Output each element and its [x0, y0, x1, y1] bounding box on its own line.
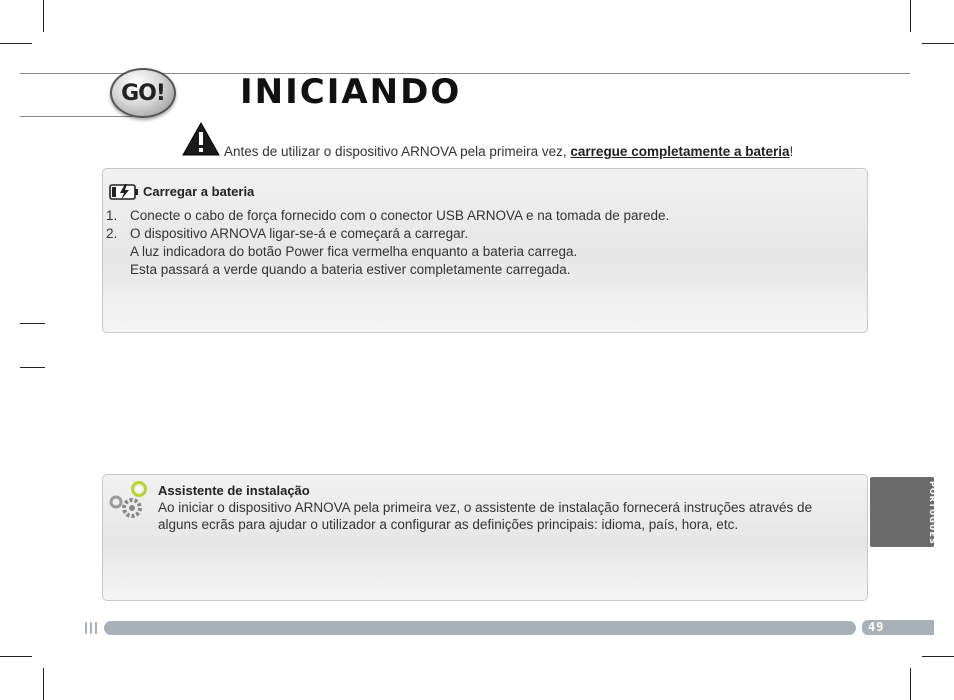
header-rule-bottom: [20, 116, 140, 117]
warning-text: [224, 144, 793, 159]
step-item: [106, 225, 669, 279]
side-mark: [20, 367, 45, 368]
step-line: Conecte o cabo de força fornecido com o conector USB ARNOVA e na tomada de parede.: [130, 208, 670, 223]
crop-mark: [922, 43, 954, 44]
warning-text-before: Antes de utilizar o dispositivo ARNOVA pela primeira vez,: [224, 144, 571, 159]
badge-text: GO!: [121, 80, 165, 106]
setup-heading: Assistente de instalação: [158, 483, 310, 498]
charging-steps: [106, 207, 669, 279]
language-label: PORTUGUÊS: [928, 481, 937, 545]
step-line: O dispositivo ARNOVA ligar-se-á e começará a carregar.: [130, 226, 469, 241]
page-number: 49: [868, 620, 885, 634]
side-mark: [20, 323, 45, 324]
charging-heading: Carregar a bateria: [143, 184, 255, 199]
footer-bars-icon: [84, 620, 102, 636]
gears-icon: [108, 480, 150, 524]
warning-highlight: carregue completamente a bateria: [570, 144, 790, 159]
page-title: INICIANDO: [240, 72, 462, 112]
go-badge: [110, 68, 176, 118]
crop-mark: [922, 656, 954, 657]
crop-mark: [0, 656, 32, 657]
crop-mark: [910, 0, 911, 32]
warning-triangle-icon: [181, 121, 221, 157]
language-tab: [870, 477, 937, 547]
crop-mark: [910, 668, 911, 700]
battery-charging-icon: [109, 183, 139, 201]
setup-body: Ao iniciar o dispositivo ARNOVA pela primeira vez, o assistente de instalação fornecerá instruções através de alguns ecrãs para ajudar o utilizador a configurar as definições principais: idioma, país, hora, etc.: [158, 500, 813, 532]
step-number: 1.: [106, 208, 118, 223]
warning-text-after: !: [789, 144, 794, 159]
footer-bar: [104, 621, 856, 635]
step-item: [106, 207, 669, 225]
step-number: 2.: [106, 226, 118, 241]
step-line: Esta passará a verde quando a bateria estiver completamente carregada.: [130, 262, 571, 277]
crop-mark: [43, 0, 44, 32]
crop-mark: [0, 43, 32, 44]
step-line: A luz indicadora do botão Power fica vermelha enquanto a bateria carrega.: [130, 244, 578, 259]
crop-mark: [43, 668, 44, 700]
